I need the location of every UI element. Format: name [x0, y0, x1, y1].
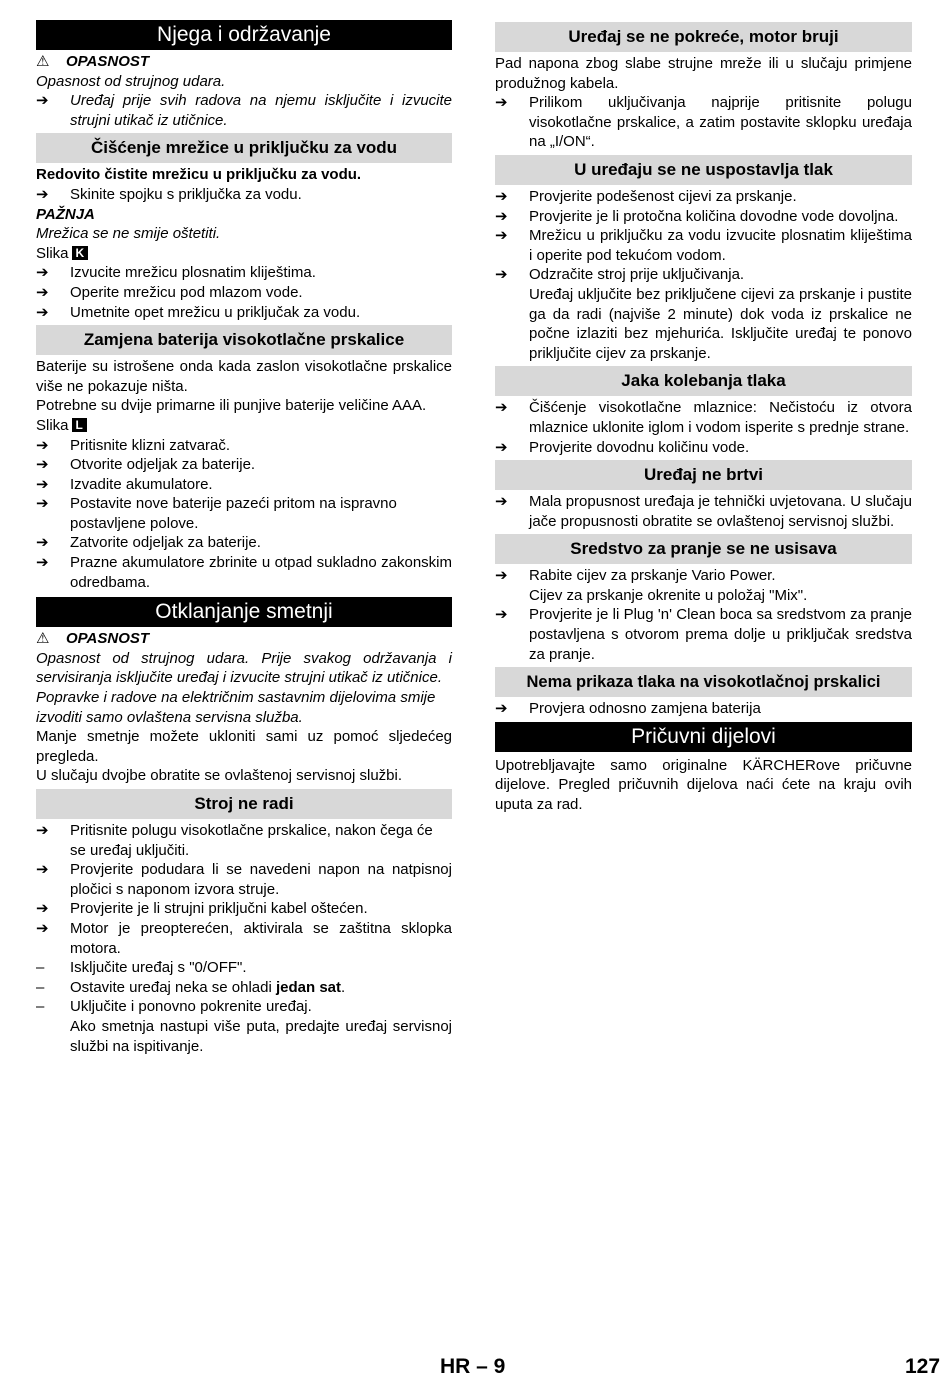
arrow-icon: ➔ — [495, 227, 508, 245]
section-title-battery: Zamjena baterija visokotlačne prskalice — [36, 325, 452, 355]
arrow-icon: ➔ — [495, 438, 508, 456]
list-item: ➔ Pritisnite klizni zatvarač. — [36, 436, 231, 454]
list-item: ➔ Provjerite je li strujni priključni kabel oštećen. — [36, 900, 368, 918]
arrow-icon: ➔ — [36, 92, 49, 110]
arrow-icon: ➔ — [36, 900, 49, 918]
warning-text: Popravke i radove na električnim sastavnim dijelovima smije izvoditi samo ovlaštena servisna služba. — [36, 689, 436, 726]
section-title-troubleshooting: Otklanjanje smetnji — [36, 597, 452, 627]
section-title-fluctuation: Jaka kolebanja tlaka — [495, 366, 912, 396]
list-item: ➔ Pritisnite polugu visokotlačne prskalice, nakon čega će se uređaj uključiti. — [36, 822, 433, 859]
list-item: ➔ Izvadite akumulatore. — [36, 475, 213, 493]
list-item: ➔ Provjera odnosno zamjena baterija — [495, 700, 761, 718]
page-number: 127 — [905, 1355, 941, 1378]
list-item: ➔ Provjerite dovodnu količinu vode. — [495, 438, 750, 456]
list-item: ➔ Postavite nove baterije pazeći pritom na ispravno postavljene polove. — [36, 495, 397, 532]
arrow-icon: ➔ — [36, 456, 49, 474]
arrow-icon: ➔ — [36, 861, 49, 879]
list-item-continuation: Uređaj uključite bez priključene cijevi za prskanje i pustite ga da radi (najviše 2 minute) dok voda iz prskalice ne počne izlaziti bez mjehurića. Isključite uređaj te ponovo priključite cijev za prskanje. — [529, 285, 912, 362]
arrow-icon: ➔ — [495, 606, 508, 624]
section-title-detergent: Sredstvo za pranje se ne usisava — [495, 534, 912, 564]
list-item: ➔ Provjerite podudara li se navedeni napon na natpisnoj pločici s naponom izvora struje. — [36, 861, 452, 898]
warning-heading — [36, 629, 452, 649]
arrow-icon: ➔ — [495, 94, 508, 112]
battery-text-1: Baterije su istrošene onda kada zaslon visokotlačne prskalice više ne pokazuje ništa. — [36, 358, 452, 395]
warning-icon: ⚠ — [36, 630, 50, 648]
section-title-spare-parts: Pričuvni dijelovi — [495, 722, 912, 752]
strainer-intro: Redovito čistite mrežicu u priključku za vodu. — [36, 166, 362, 184]
list-item: – Isključite uređaj s "0/OFF". — [36, 959, 247, 977]
list-item: ➔ Motor je preopterećen, aktivirala se zaštitna sklopka motora. — [36, 919, 452, 957]
section-title-no-pressure: U uređaju se ne uspostavlja tlak — [495, 155, 912, 185]
arrow-icon: ➔ — [36, 495, 49, 513]
note-label: PAŽNJA — [36, 205, 95, 223]
figure-ref: Slika K — [36, 244, 452, 264]
list-item: – Ostavite uređaj neka se ohladi jedan sat. — [36, 978, 346, 996]
list-item: ➔ Otvorite odjeljak za baterije. — [36, 456, 256, 474]
section-title-not-running: Stroj ne radi — [36, 789, 452, 819]
motor-hums-text: Pad napona zbog slabe strujne mreže ili u slučaju primjene produžnog kabela. — [495, 55, 912, 92]
arrow-icon: ➔ — [495, 493, 508, 511]
list-item: ➔ Operite mrežicu pod mlazom vode. — [36, 283, 303, 301]
arrow-icon: ➔ — [495, 266, 508, 284]
figure-ref: Slika L — [36, 416, 452, 436]
list-item: ➔ Provjerite je li protočna količina dovodne vode dovoljna. — [495, 207, 899, 225]
arrow-icon: ➔ — [36, 283, 49, 301]
list-item: ➔ Zatvorite odjeljak za baterije. — [36, 534, 261, 552]
left-column — [36, 20, 452, 1056]
warning-label: OPASNOST — [66, 53, 150, 70]
list-item-continuation: Cijev za prskanje okrenite u položaj "Mix". — [529, 586, 808, 604]
list-item: ➔ Rabite cijev za prskanje Vario Power. — [495, 567, 776, 585]
arrow-icon: ➔ — [495, 207, 508, 225]
arrow-icon: ➔ — [495, 399, 508, 417]
list-item: ➔ Prilikom uključivanja najprije pritisnite polugu visokotlačne prskalice, a zatim postavite sklopku uređaja na „I/ON“. — [495, 94, 912, 151]
section-title-motor-hums: Uređaj se ne pokreće, motor bruji — [495, 22, 912, 52]
section-title-care: Njega i održavanje — [36, 20, 452, 50]
dash-marker: – — [36, 998, 45, 1016]
spare-parts-text: Upotrebljavajte samo originalne KÄRCHERove pričuvne dijelove. Pregled pričuvnih dijelova naći ćete na kraju ovih uputa za rad. — [495, 756, 912, 814]
arrow-icon: ➔ — [495, 567, 508, 585]
troubleshooting-text-2: U slučaju dvojbe obratite se ovlaštenoj servisnoj službi. — [36, 767, 403, 785]
arrow-icon: ➔ — [36, 185, 49, 203]
section-title-leak: Uređaj ne brtvi — [495, 460, 912, 490]
arrow-icon: ➔ — [495, 700, 508, 718]
list-item: ➔ Izvucite mrežicu plosnatim kliještima. — [36, 264, 316, 282]
arrow-icon: ➔ — [36, 822, 49, 839]
footer-label: HR – 9 — [440, 1355, 506, 1378]
list-item: ➔ Skinite spojku s priključka za vodu. — [36, 185, 302, 203]
list-item: ➔ Prazne akumulatore zbrinite u otpad sukladno zakonskim odredbama. — [36, 554, 452, 591]
warning-text: Opasnost od strujnog udara. Prije svakog održavanja i servisiranja isključite uređaj i izvucite strujni utikač iz utičnice. — [36, 649, 452, 687]
arrow-icon: ➔ — [36, 554, 49, 572]
arrow-icon: ➔ — [36, 264, 49, 282]
list-item: ➔ Odzračite stroj prije uključivanja. — [495, 266, 745, 284]
dash-marker: – — [36, 978, 45, 996]
warning-text: Opasnost od strujnog udara. — [36, 72, 226, 90]
note-text: Mrežica se ne smije oštetiti. — [36, 225, 221, 243]
list-item: ➔ Čišćenje visokotlačne mlaznice: Nečistoću iz otvora mlaznice uklonite iglom i vodom isperite s prednje strane. — [495, 399, 912, 436]
figure-badge: K — [72, 246, 89, 260]
arrow-icon: ➔ — [36, 534, 49, 552]
list-item: ➔ Provjerite je li Plug 'n' Clean boca sa sredstvom za pranje postavljena s otvorom prema dolje u priključak sredstva za pranje. — [495, 606, 912, 663]
arrow-icon: ➔ — [36, 303, 49, 321]
right-column — [495, 20, 912, 815]
arrow-icon: ➔ — [36, 436, 49, 454]
list-item-continuation: Ako smetnja nastupi više puta, predajte uređaj servisnoj službi na ispitivanje. — [70, 1017, 452, 1055]
list-item: ➔ Umetnite opet mrežicu u priključak za vodu. — [36, 303, 361, 321]
list-item: – Uključite i ponovno pokrenite uređaj. — [36, 998, 312, 1016]
warning-label: OPASNOST — [66, 630, 150, 648]
section-title-no-display: Nema prikaza tlaka na visokotlačnoj prskalici — [495, 667, 912, 697]
list-item: ➔ Mrežicu u priključku za vodu izvucite plosnatim kliještima i operite pod tekućom vodom. — [495, 227, 912, 264]
list-item: ➔ Uređaj prije svih radova na njemu isključite i izvucite strujni utikač iz utičnice. — [36, 92, 452, 129]
dash-marker: – — [36, 959, 45, 977]
list-item: ➔ Provjerite podešenost cijevi za prskanje. — [495, 187, 797, 205]
warning-icon: ⚠ — [36, 53, 50, 70]
section-title-strainer: Čišćenje mrežice u priključku za vodu — [36, 133, 452, 163]
battery-text-2: Potrebne su dvije primarne ili punjive baterije veličine AAA. — [36, 397, 427, 415]
arrow-icon: ➔ — [495, 187, 508, 205]
arrow-icon: ➔ — [36, 919, 49, 937]
warning-heading — [36, 52, 452, 72]
arrow-icon: ➔ — [36, 475, 49, 493]
troubleshooting-text-1: Manje smetnje možete ukloniti sami uz pomoć sljedećeg pregleda. — [36, 728, 452, 765]
list-item: ➔ Mala propusnost uređaja je tehnički uvjetovana. U slučaju jače propusnosti obratite se ovlaštenoj servisnoj službi. — [495, 493, 912, 530]
figure-badge: L — [72, 418, 87, 432]
